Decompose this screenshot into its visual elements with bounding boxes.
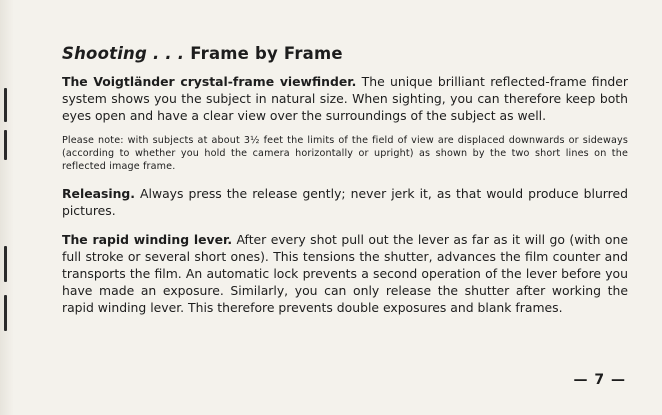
paragraph-lead: The Voigtländer crystal-frame viewfinder. <box>62 74 357 89</box>
page-content <box>62 44 628 316</box>
page-number: — 7 — <box>573 372 626 388</box>
paragraph-lead: The rapid winding lever. <box>62 232 233 247</box>
binding-mark <box>4 246 7 282</box>
paragraph-lead: Releasing. <box>62 186 135 201</box>
binding-mark <box>4 295 7 331</box>
paragraph-text: The unique brilliant reflected-frame finder system shows you the subject in natural size. When sighting, you can therefore keep both eyes open and have a clear view over the surroundings of the subject as well. <box>62 74 629 123</box>
paragraph-note: Please note: with subjects at about 3½ feet the limits of the field of view are displaced downwards or sideways (according to whether you hold the camera horizontally or upright) as shown by the two short lines on the reflected image frame. <box>62 135 628 172</box>
paragraph-text: After every shot pull out the lever as far as it will go (with one full stroke or several short ones). This tensions the shutter, advances the film counter and transports the film. An automatic lock prevents a second operation of the lever before you have made an exposure. Similarly, you can only release the shutter after working the rapid winding lever. This therefore prevents double exposures and blank frames. <box>62 232 628 315</box>
heading-rest: Frame by Frame <box>184 44 343 63</box>
section-heading <box>62 44 628 63</box>
paragraph-text: Always press the release gently; never jerk it, as that would produce blurred pictures. <box>62 186 628 218</box>
paragraph-viewfinder <box>62 73 628 124</box>
binding-mark <box>4 130 7 160</box>
paragraph-releasing <box>62 185 628 219</box>
heading-italic: Shooting . . . <box>62 44 185 63</box>
binding-mark <box>4 88 7 122</box>
paragraph-winding <box>62 231 628 316</box>
page-binding-edge <box>0 0 14 415</box>
